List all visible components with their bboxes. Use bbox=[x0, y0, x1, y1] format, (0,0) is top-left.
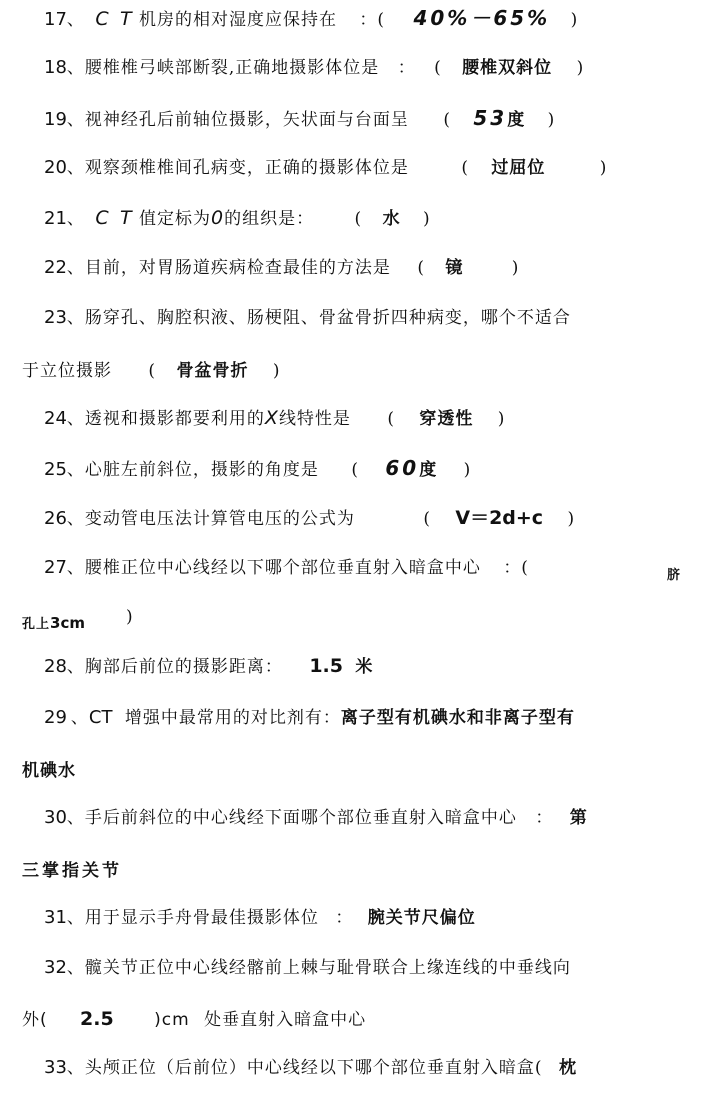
open-paren: ( bbox=[417, 258, 425, 278]
close-paren: ) bbox=[599, 158, 608, 178]
ct-letter: C bbox=[95, 207, 110, 229]
question-text: 增强中最常用的对比剂有： bbox=[124, 708, 341, 728]
question-27-continued bbox=[0, 608, 711, 638]
question-25 bbox=[0, 453, 711, 483]
zero-digit: 0 bbox=[211, 207, 225, 229]
question-29-continued bbox=[0, 756, 711, 786]
question-23 bbox=[0, 303, 711, 333]
question-text: 、手后前斜位的中心线经下面哪个部位垂直射入暗盒中心 bbox=[66, 808, 517, 828]
text-prefix: 外( bbox=[22, 1010, 48, 1030]
answer-unit: 米 bbox=[355, 657, 374, 677]
answer: 水 bbox=[382, 209, 401, 229]
answer: 镜 bbox=[445, 258, 464, 278]
question-20 bbox=[0, 153, 711, 183]
open-paren: ( bbox=[423, 509, 431, 529]
question-text: 于立位摄影 bbox=[22, 361, 112, 381]
question-text: 、头颅正位（后前位）中心线经以下哪个部位垂直射入暗盒( bbox=[66, 1058, 543, 1078]
question-text: 、用于显示手舟骨最佳摄影体位 bbox=[66, 908, 319, 928]
question-text: 、透视和摄影都要利用的 bbox=[66, 409, 265, 429]
question-number: 21 bbox=[44, 208, 67, 229]
question-22 bbox=[0, 253, 711, 283]
open-paren: ( bbox=[387, 409, 395, 429]
colon: ：( bbox=[359, 10, 386, 30]
answer: 骨盆骨折 bbox=[176, 361, 249, 381]
question-number: 22 bbox=[44, 257, 67, 278]
answer-number: 53 bbox=[473, 106, 508, 130]
close-paren: ) bbox=[570, 10, 579, 30]
answer: 2.5 bbox=[80, 1008, 114, 1030]
answer-part-1: 脐 bbox=[667, 568, 682, 583]
question-31 bbox=[0, 903, 711, 933]
answer: 穿透性 bbox=[419, 409, 474, 429]
question-text-2: 线特性是 bbox=[278, 409, 351, 429]
question-number: 32 bbox=[44, 957, 67, 978]
question-text: 、髋关节正位中心线经髂前上棘与耻骨联合上缘连线的中垂线向 bbox=[66, 958, 571, 978]
question-number: 29 bbox=[44, 707, 67, 728]
close-paren: ) bbox=[511, 258, 520, 278]
question-number: 23 bbox=[44, 307, 67, 328]
ct-letter: C bbox=[95, 8, 110, 30]
question-32 bbox=[0, 953, 711, 983]
ct-letter: T bbox=[120, 207, 133, 229]
answer-unit: 度 bbox=[419, 460, 438, 480]
question-24 bbox=[0, 403, 711, 433]
question-number: 20 bbox=[44, 157, 67, 178]
open-paren: ( bbox=[354, 209, 363, 229]
answer-part-3: 3cm bbox=[50, 614, 85, 632]
answer: 40%－65% bbox=[413, 6, 551, 30]
question-29: 29 、CT 增强中最常用的对比剂有：离子型有机碘水和非离子型有 bbox=[44, 707, 575, 728]
close-paren: ) bbox=[576, 58, 585, 78]
open-paren: ( bbox=[434, 58, 442, 78]
answer: V＝2d+c bbox=[455, 507, 544, 529]
question-text: 、腰椎椎弓峡部断裂,正确地摄影体位是 bbox=[66, 58, 380, 78]
answer: 枕 bbox=[558, 1058, 577, 1078]
close-paren: ) bbox=[272, 361, 281, 381]
answer-line-1: 离子型有机碘水和非离子型有 bbox=[340, 708, 575, 728]
x-letter: X bbox=[264, 407, 279, 429]
answer-number: 60 bbox=[385, 456, 420, 480]
colon: ： bbox=[335, 908, 354, 928]
close-paren: ) bbox=[463, 460, 472, 480]
answer: 腕关节尺偏位 bbox=[367, 908, 476, 928]
question-number: 33 bbox=[44, 1057, 67, 1078]
answer-line-2: 三掌指关节 bbox=[22, 861, 122, 881]
open-paren: ( bbox=[461, 158, 469, 178]
question-text: 、目前，对胃肠道疾病检查最佳的方法是 bbox=[66, 258, 391, 278]
question-number: 18 bbox=[44, 57, 67, 78]
question-number: 30 bbox=[44, 807, 67, 828]
question-number: 28 bbox=[44, 656, 67, 677]
colon: ：( bbox=[503, 558, 529, 578]
question-33 bbox=[0, 1053, 711, 1083]
question-number: 24 bbox=[44, 408, 67, 429]
question-text: 、变动管电压法计算管电压的公式为 bbox=[66, 509, 355, 529]
question-18 bbox=[0, 53, 711, 83]
answer-unit: 度 bbox=[507, 110, 526, 130]
question-32-continued bbox=[0, 1004, 711, 1034]
open-paren: ( bbox=[148, 361, 157, 381]
close-paren: ) bbox=[422, 209, 431, 229]
close-paren: ) bbox=[126, 607, 134, 627]
open-paren: ( bbox=[443, 110, 451, 130]
question-text: 、肠穿孔、胸腔积液、肠梗阻、骨盆骨折四种病变，哪个不适合 bbox=[66, 308, 571, 328]
answer-line-2: 机碘水 bbox=[22, 761, 76, 781]
question-17 bbox=[0, 3, 711, 33]
open-paren: ( bbox=[351, 460, 359, 480]
question-text: 、腰椎正位中心线经以下哪个部位垂直射入暗盒中心 bbox=[66, 558, 481, 578]
question-text: 值定标为 bbox=[139, 209, 212, 229]
question-19 bbox=[0, 103, 711, 133]
answer-number: 1.5 bbox=[309, 655, 343, 677]
question-number: 25 bbox=[44, 459, 67, 480]
question-number: 31 bbox=[44, 907, 67, 928]
question-text: 处垂直射入暗盒中心 bbox=[204, 1010, 367, 1030]
answer-line-1: 第 bbox=[569, 808, 588, 828]
question-27 bbox=[0, 553, 711, 583]
question-text: 、观察颈椎椎间孔病变，正确的摄影体位是 bbox=[66, 158, 409, 178]
question-text-2: 的组织是： bbox=[224, 209, 315, 229]
question-28 bbox=[0, 651, 711, 681]
close-paren: ) bbox=[547, 110, 556, 130]
ct-letter: T bbox=[120, 8, 133, 30]
answer-part-2: 孔上 bbox=[22, 617, 51, 632]
question-number: 19 bbox=[44, 109, 67, 130]
question-text: 、视神经孔后前轴位摄影，矢状面与台面呈 bbox=[66, 110, 409, 130]
question-23-continued bbox=[0, 356, 711, 386]
question-text: 机房的相对湿度应保持在 bbox=[139, 10, 338, 30]
unit-text: )cm bbox=[154, 1010, 190, 1030]
question-text: 、心脏左前斜位，摄影的角度是 bbox=[66, 460, 319, 480]
separator: 、 bbox=[66, 209, 85, 229]
colon: ： bbox=[535, 808, 554, 828]
separator: 、 bbox=[66, 10, 85, 30]
ct-abbr: CT bbox=[88, 707, 113, 728]
answer: 过屈位 bbox=[491, 158, 546, 178]
close-paren: ) bbox=[567, 509, 576, 529]
answer: 腰椎双斜位 bbox=[462, 58, 553, 78]
question-number: 27 bbox=[44, 557, 67, 578]
question-21 bbox=[0, 203, 711, 233]
question-text: 、胸部后前位的摄影距离： bbox=[66, 657, 283, 677]
question-26 bbox=[0, 503, 711, 533]
question-number: 17 bbox=[44, 9, 67, 30]
question-number: 26 bbox=[44, 508, 67, 529]
close-paren: ) bbox=[497, 409, 506, 429]
question-30-continued bbox=[0, 856, 711, 886]
question-30 bbox=[0, 803, 711, 833]
colon: ： bbox=[397, 58, 416, 78]
